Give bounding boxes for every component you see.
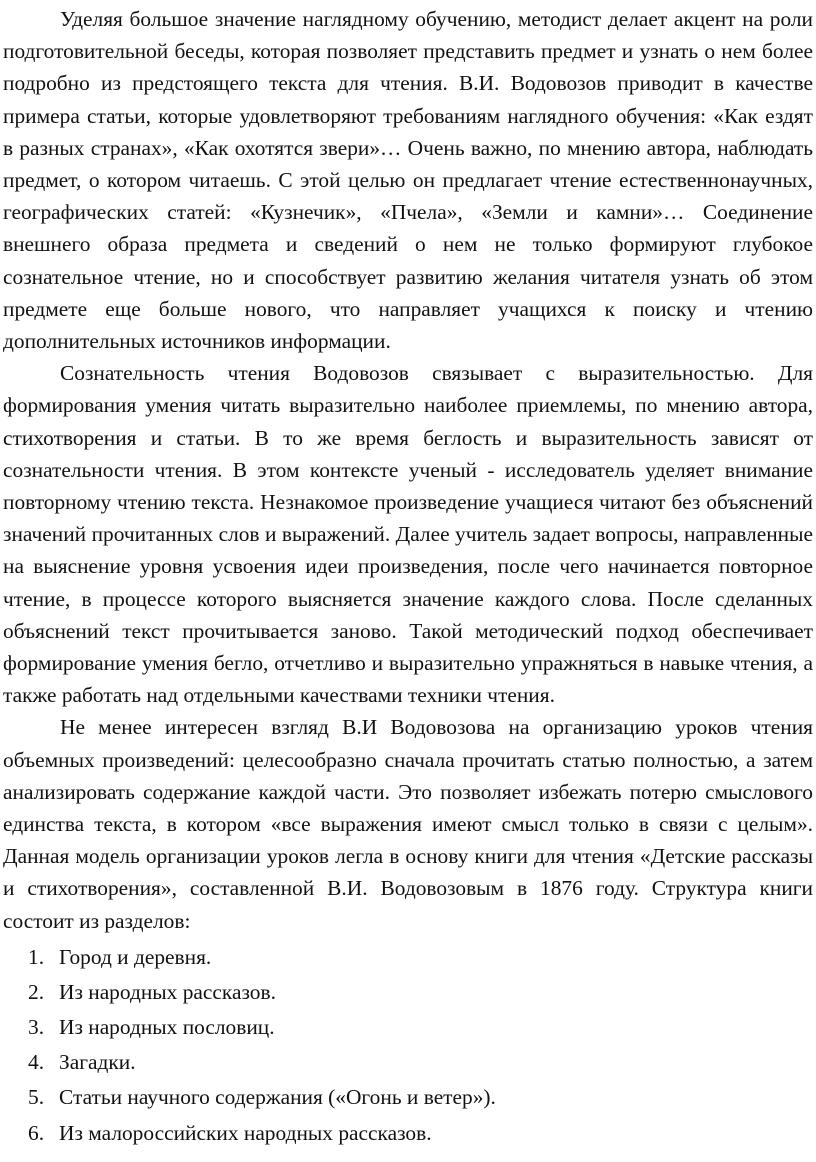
list-item-number: 3. [28,1015,45,1040]
list-item-number: 6. [28,1120,45,1145]
list-item-text: Из малороссийских народных рассказов. [59,1120,432,1145]
list-item-number: 2. [28,979,45,1004]
list-item-text: Город и деревня. [59,944,212,969]
list-item-text: Из народных рассказов. [59,979,276,1004]
list-item-number: 5. [28,1085,45,1110]
sections-list [3,937,813,1149]
list-item-number: 4. [28,1050,45,1075]
list-item [3,937,813,973]
list-item-number: 1. [28,944,45,969]
list-item [3,1008,813,1043]
list-item [3,1078,813,1113]
paragraph-2: Сознательность чтения Водовозов связывает с выразительностью. Для формирования умения читать выразительно наиболее приемлемы, по мнению автора, стихотворения и статьи. В то же время беглость и выразительность зависят от сознательности чтения. В этом контексте ученый - исследователь уделяет внимание повторному чтению текста. Незнакомое произведение учащиеся читают без объяснений значений прочитанных слов и выражений. Далее учитель задает вопросы, направленные на выяснение уровня усвоения идеи произведения, после чего начинается повторное чтение, в процессе которого выясняется значение каждого слова. После сделанных объяснений текст прочитывается заново. Такой методический подход обеспечивает формирование умения бегло, отчетливо и выразительно упражняться в навыке чтения, а также работать над отдельными качествами техники чтения. [3,361,813,708]
list-item-text: Из народных пословиц. [59,1015,275,1040]
list-item-text: Загадки. [59,1050,136,1075]
paragraph-3: Не менее интересен взгляд В.И Водовозова на организацию уроков чтения объемных произведений: целесообразно сначала прочитать статью полностью, а затем анализировать содержание каждой части. Это позволяет избежать потерю смыслового единства текста, в котором «все выражения имеют смысл только в связи с целым». Данная модель организации уроков легла в основу книги для чтения «Детские рассказы и стихотворения», составленной В.И. Водовозовым в 1876 году. Структура книги состоит из разделов: [3,715,813,933]
list-item [3,1114,813,1149]
list-item-text: Статьи научного содержания («Огонь и ветер»). [59,1085,496,1110]
list-item [3,1043,813,1078]
list-item [3,973,813,1008]
paragraph-1: Уделяя большое значение наглядному обучению, методист делает акцент на роли подготовительной беседы, которая позволяет представить предмет и узнать о нем более подробно из предстоящего текста для чтения. В.И. Водовозов приводит в качестве примера статьи, которые удовлетворяют требованиям наглядного обучения: «Как ездят в разных странах», «Как охотятся звери»… Очень важно, по мнению автора, наблюдать предмет, о котором читаешь. С этой целью он предлагает чтение естественнонаучных, географических статей: «Кузнечик», «Пчела», «Земли и камни»… Соединение внешнего образа предмета и сведений о нем не только формируют глубокое сознательное чтение, но и способствует развитию желания читателя узнать об этом предмете еще больше нового, что направляет учащихся к поиску и чтению дополнительных источников информации. [3,7,813,354]
